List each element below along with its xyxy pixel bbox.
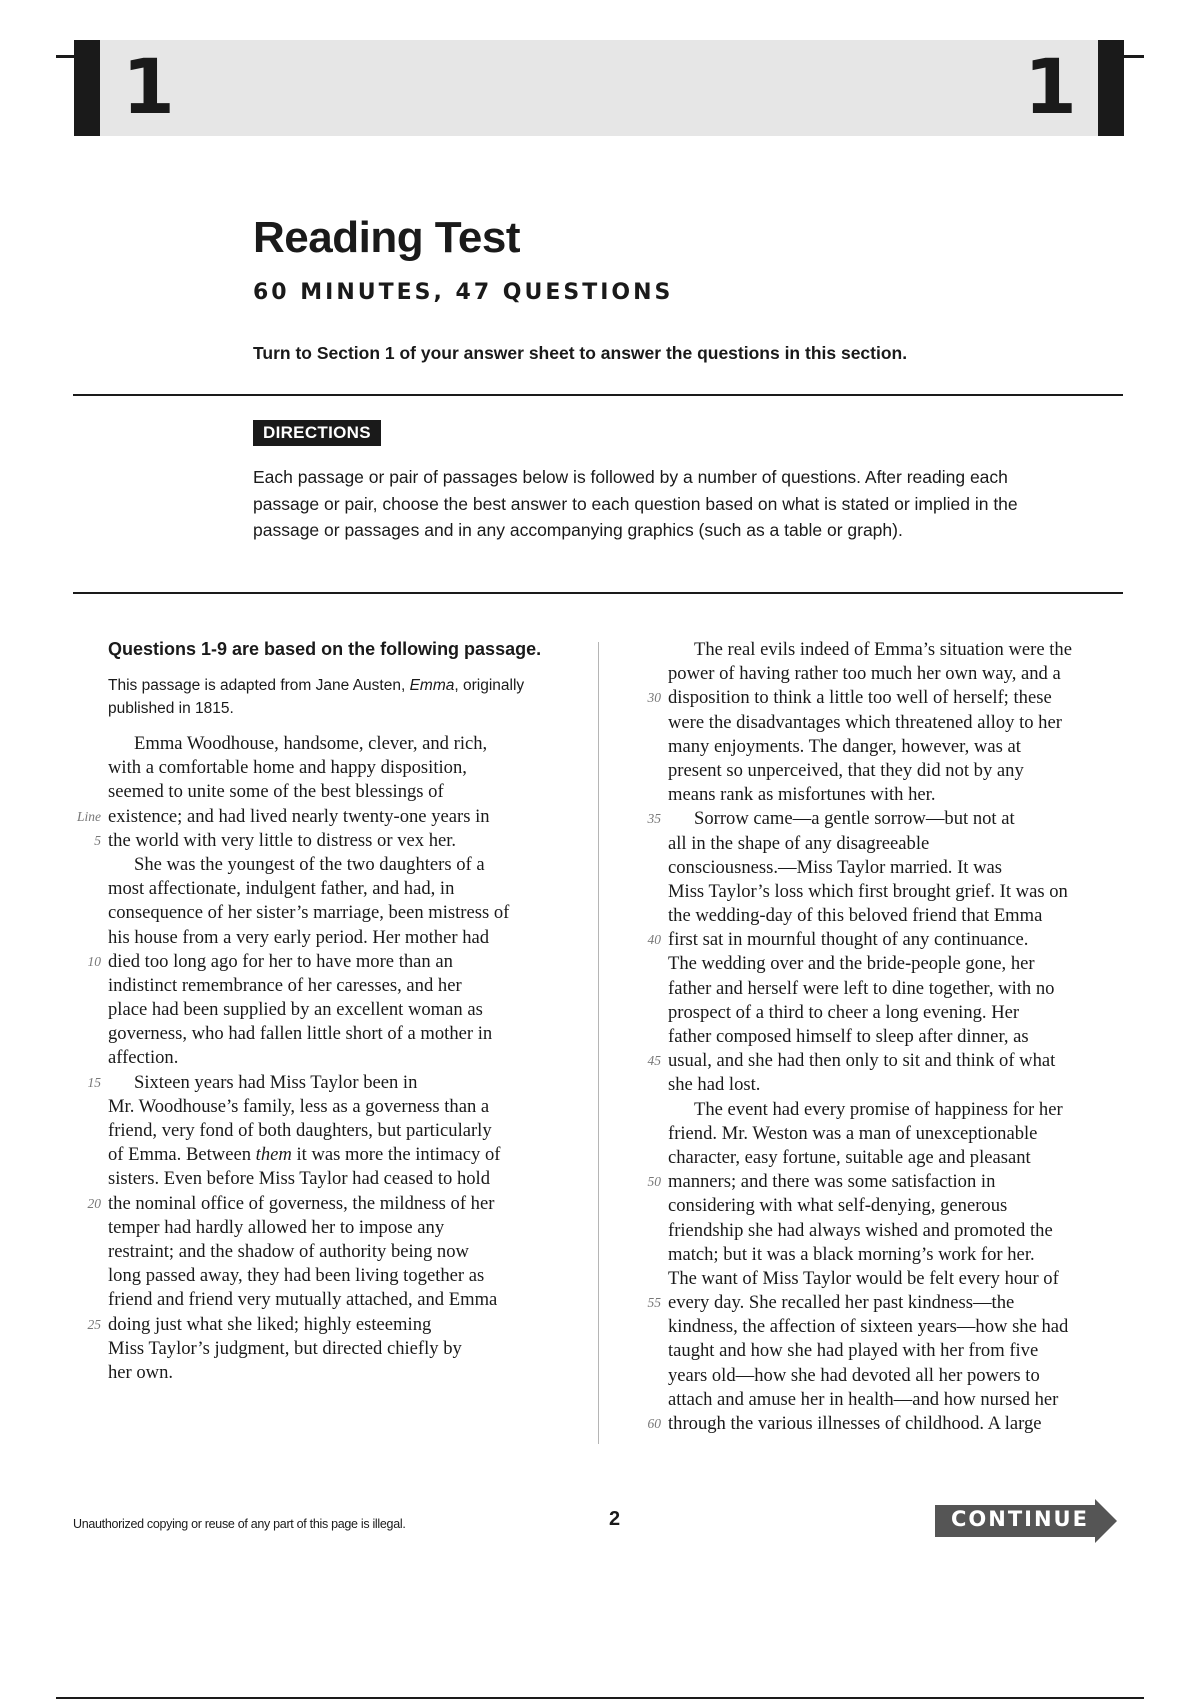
- passage-line: the wedding-day of this beloved friend that Emma: [668, 905, 1043, 927]
- passage-heading: Questions 1-9 are based on the following passage.: [108, 639, 542, 659]
- passage-line: most affectionate, indulgent father, and had, in: [108, 878, 455, 900]
- passage-line: his house from a very early period. Her mother had: [108, 926, 490, 948]
- line-number: 35: [647, 811, 661, 827]
- passage-line: Miss Taylor’s loss which first brought grief. It was on: [668, 880, 1068, 902]
- passage-line-text: Sorrow came—a gentle sorrow—but not at: [694, 808, 1015, 830]
- passage-line: place had been supplied by an excellent woman as: [108, 999, 483, 1021]
- passage-line: with a comfortable home and happy disposition,: [108, 757, 467, 779]
- page-bottom-rule: [56, 1697, 1144, 1699]
- passage-line: [94, 829, 568, 853]
- copyright-notice: Unauthorized copying or reuse of any part of this page is illegal.: [73, 1517, 406, 1531]
- line-number: 30: [647, 690, 661, 706]
- passage-line: She was the youngest of the two daughters of a: [134, 853, 485, 875]
- passage-line: prospect of a third to cheer a long evening. Her: [668, 1001, 1020, 1023]
- passage-line-text: manners; and there was some satisfaction in: [668, 1171, 996, 1193]
- passage-line: friend, very fond of both daughters, but particularly: [108, 1120, 492, 1141]
- passage-line: [87, 1071, 568, 1095]
- passage-line: affection.: [108, 1047, 179, 1069]
- passage-line: Mr. Woodhouse’s family, less as a governess than a: [108, 1095, 490, 1117]
- passage-line-text: of Emma. Between: [108, 1144, 256, 1166]
- passage-line: [87, 1192, 568, 1216]
- passage-line: [108, 1143, 568, 1167]
- directions-label: DIRECTIONS: [253, 420, 381, 446]
- source-title: Emma: [409, 677, 455, 694]
- passage-line-text: the nominal office of governess, the mildness of her: [108, 1192, 495, 1214]
- line-number: 5: [94, 832, 101, 848]
- passage-column-left: [76, 732, 568, 1385]
- passage-line-text: first sat in mournful thought of any continuance.: [668, 929, 1029, 951]
- section-number-right: 1: [1024, 42, 1077, 131]
- passage-line-text: existence; and had lived nearly twenty-one years in: [108, 805, 490, 827]
- page-number: 2: [609, 1508, 621, 1530]
- line-number: 45: [647, 1053, 661, 1069]
- line-number: 25: [87, 1316, 101, 1332]
- passage-line: kindness, the affection of sixteen years—how she had: [668, 1316, 1069, 1338]
- passage-line: sisters. Even before Miss Taylor had ceased to hold: [108, 1168, 491, 1190]
- column-divider: [598, 642, 599, 1444]
- passage-line: father composed himself to sleep after dinner, as: [668, 1026, 1029, 1047]
- section-bar-right: [1098, 40, 1124, 136]
- section-instruction: Turn to Section 1 of your answer sheet to answer the questions in this section.: [253, 343, 908, 363]
- passage-line: her own.: [108, 1361, 174, 1383]
- passage-line: many enjoyments. The danger, however, was at: [668, 735, 1021, 757]
- passage-line: [647, 686, 1128, 710]
- passage-line-text: through the various illnesses of childhood. A large: [668, 1413, 1042, 1434]
- passage-line: friend and friend very mutually attached, and Emma: [108, 1289, 498, 1311]
- passage-line: temper had hardly allowed her to impose any: [108, 1216, 445, 1238]
- passage-line: power of having rather too much her own way, and a: [668, 663, 1061, 685]
- passage-line: consequence of her sister’s marriage, been mistress of: [108, 902, 510, 924]
- passage-line: consciousness.—Miss Taylor married. It was: [668, 856, 1003, 878]
- passage-source: [108, 675, 578, 720]
- page-subtitle: 60 MINUTES, 47 QUESTIONS: [253, 280, 674, 305]
- passage-line: [87, 1313, 568, 1337]
- section-number-left: 1: [122, 42, 175, 131]
- passage-line: [647, 1291, 1128, 1315]
- section-tick-right: [1124, 55, 1144, 58]
- passage-line: The real evils indeed of Emma’s situation were the: [694, 639, 1072, 660]
- passage-line: Emma Woodhouse, handsome, clever, and rich,: [134, 733, 488, 754]
- line-number: 40: [647, 932, 661, 948]
- passage-line: she had lost.: [668, 1074, 761, 1096]
- section-tick-left: [56, 55, 76, 58]
- passage-line: years old—how she had devoted all her powers to: [668, 1364, 1040, 1386]
- passage-line: friend. Mr. Weston was a man of unexceptionable: [668, 1122, 1038, 1144]
- passage-line: all in the shape of any disagreeable: [668, 832, 930, 854]
- line-number: 55: [647, 1295, 661, 1311]
- passage-line: [647, 928, 1128, 952]
- continue-arrow: [935, 1499, 1117, 1543]
- passage-line: restraint; and the shadow of authority being now: [108, 1240, 469, 1262]
- passage-line: were the disadvantages which threatened alloy to her: [668, 711, 1062, 733]
- passage-line: [87, 950, 568, 974]
- passage-line: [76, 805, 568, 829]
- continue-label: CONTINUE: [951, 1507, 1089, 1531]
- section-header-band: [100, 40, 1100, 136]
- page-title: Reading Test: [253, 213, 521, 262]
- passage-line: long passed away, they had been living together as: [108, 1265, 485, 1287]
- passage-line-text: usual, and she had then only to sit and think of what: [668, 1050, 1056, 1072]
- passage-line-text: died too long ago for her to have more than an: [108, 950, 453, 972]
- section-bar-left: [74, 40, 100, 136]
- line-number: 10: [87, 953, 101, 969]
- passage-line: taught and how she had played with her from five: [668, 1340, 1039, 1362]
- passage-line: seemed to unite some of the best blessings of: [108, 781, 444, 803]
- passage-emphasis: them: [255, 1144, 292, 1166]
- passage-line-text: doing just what she liked; highly esteeming: [108, 1313, 432, 1335]
- line-number: 20: [87, 1195, 101, 1211]
- passage-line: considering with what self-denying, generous: [668, 1195, 1008, 1217]
- passage-line: attach and amuse her in health—and how nursed her: [668, 1388, 1059, 1410]
- divider-bottom: [73, 592, 1123, 594]
- passage-line: father and herself were left to dine together, with no: [668, 977, 1055, 999]
- line-number: 60: [647, 1416, 661, 1431]
- passage-line-text: disposition to think a little too well of herself; these: [668, 687, 1052, 709]
- line-label: Line: [76, 808, 101, 824]
- passage-line-text: Sixteen years had Miss Taylor been in: [134, 1071, 418, 1093]
- divider-top: [73, 394, 1123, 396]
- line-number: 50: [647, 1174, 661, 1190]
- passage-line: The event had every promise of happiness for her: [694, 1098, 1063, 1120]
- passage-line: means rank as misfortunes with her.: [668, 784, 936, 806]
- passage-line: match; but it was a black morning’s work for her.: [668, 1243, 1035, 1265]
- passage-line-text: the world with very little to distress or vex her.: [108, 829, 457, 851]
- passage-line: Miss Taylor’s judgment, but directed chiefly by: [108, 1337, 462, 1359]
- source-prefix: This passage is adapted from Jane Austen,: [108, 677, 410, 694]
- passage-line: [647, 807, 1128, 831]
- passage-line-text: every day. She recalled her past kindness—the: [668, 1292, 1015, 1314]
- passage-line: friendship she had always wished and promoted the: [668, 1219, 1053, 1241]
- directions-text: Each passage or pair of passages below is followed by a number of questions. After reading each passage or pair, choose the best answer to each question based on what is stated or implied in the passage or passages and in any accompanying graphics (such as a table or graph).: [253, 467, 1018, 540]
- passage-line: [647, 1412, 1128, 1436]
- passage-line: The want of Miss Taylor would be felt every hour of: [668, 1267, 1059, 1289]
- passage-line: character, easy fortune, suitable age and pleasant: [668, 1146, 1031, 1168]
- passage-line: [647, 1170, 1128, 1194]
- passage-line: indistinct remembrance of her caresses, and her: [108, 974, 462, 996]
- line-number: 15: [87, 1074, 101, 1090]
- passage-line: present so unperceived, that they did not by any: [668, 759, 1024, 781]
- passage-line-text: it was more the intimacy of: [291, 1144, 501, 1166]
- passage-line: governess, who had fallen little short of a mother in: [108, 1023, 493, 1045]
- passage-line: The wedding over and the bride-people gone, her: [668, 953, 1035, 975]
- passage-column-right: [647, 638, 1128, 1436]
- source-suffix: , originally published in 1815.: [108, 677, 525, 717]
- passage-line: [647, 1049, 1128, 1073]
